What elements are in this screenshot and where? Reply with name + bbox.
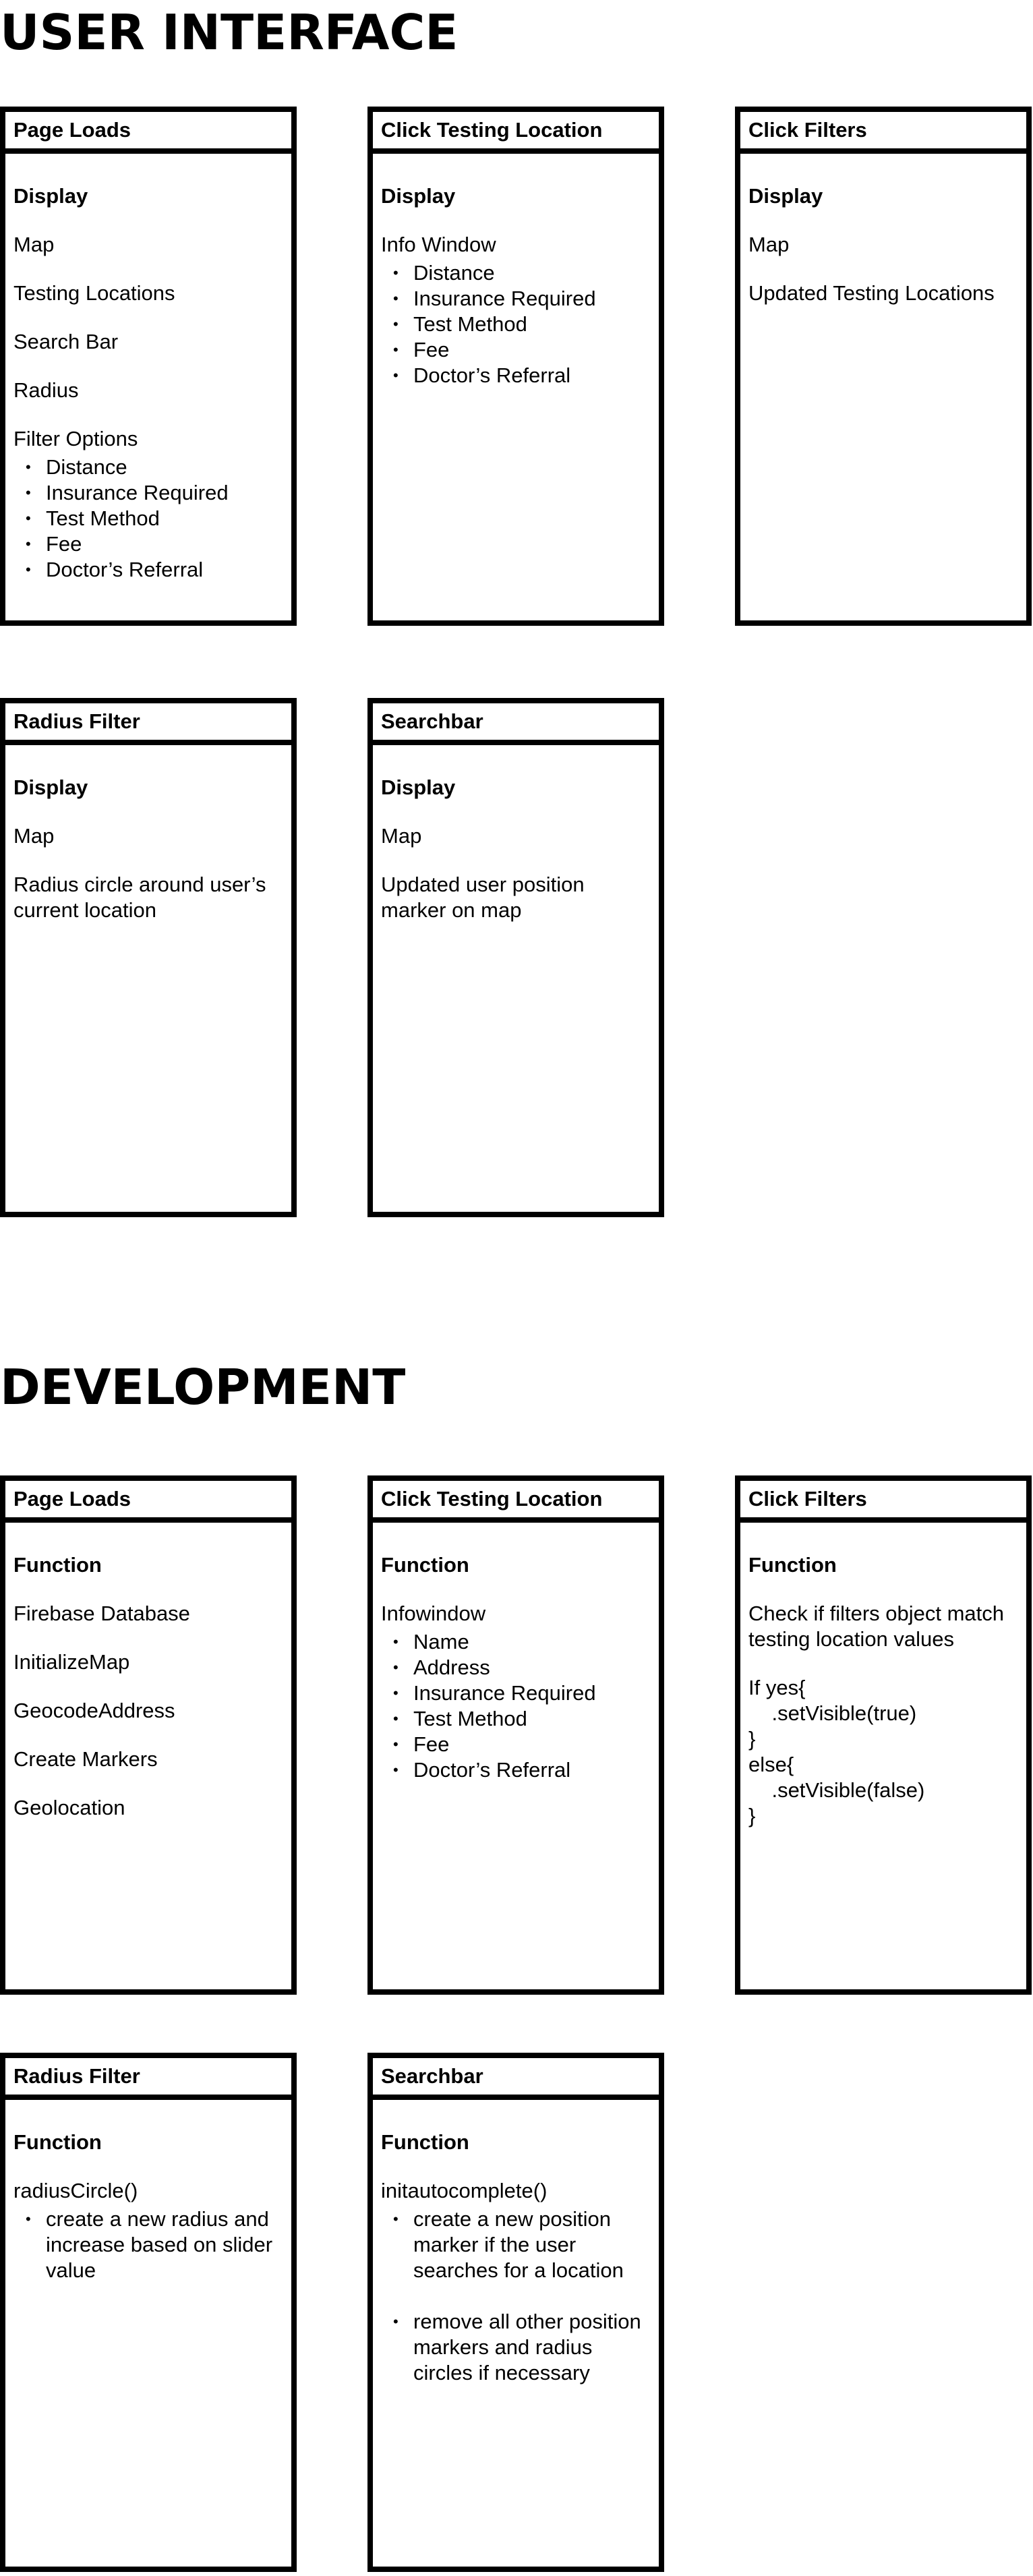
card-title: Click Testing Location <box>373 1481 659 1523</box>
card-heading: Display <box>748 184 823 208</box>
ui-card-click-filters <box>735 107 1032 626</box>
card-title: Page Loads <box>5 1481 291 1523</box>
card-title: Searchbar <box>373 2058 659 2100</box>
bullet-item: • Fee <box>13 531 283 557</box>
card-line: Radius <box>13 378 79 402</box>
card-line: radiusCircle() <box>13 2179 138 2202</box>
bullet-list <box>381 1629 651 1783</box>
bullet-item: • Distance <box>381 260 651 286</box>
ui-card-radius-filter <box>0 698 297 1217</box>
card-line: Firebase Database <box>13 1602 190 1625</box>
bullet-item: • Doctor’s Referral <box>13 557 283 583</box>
card-heading: Function <box>381 1553 469 1577</box>
card-title: Radius Filter <box>5 2058 291 2100</box>
bullet-item: • Doctor’s Referral <box>381 363 651 388</box>
ui-card-click-testing-location <box>367 107 664 626</box>
card-line: GeocodeAddress <box>13 1699 175 1722</box>
card-title: Click Filters <box>740 112 1026 154</box>
dev-card-searchbar <box>367 2053 664 2572</box>
bullet-item: • create a new radius and increase based on slider value <box>13 2206 283 2283</box>
card-line: Infowindow <box>381 1602 486 1625</box>
card-heading: Function <box>748 1553 837 1577</box>
bullet-item: • remove all other position markers and radius circles if necessary <box>381 2309 651 2386</box>
bullet-list <box>13 455 283 583</box>
dev-card-click-testing-location <box>367 1475 664 1995</box>
dev-card-click-filters <box>735 1475 1032 1995</box>
card-line: Map <box>13 233 55 256</box>
card-line: Check if filters object match testing location values <box>748 1602 1005 1651</box>
card-line: Search Bar <box>13 330 119 353</box>
ui-card-page-loads <box>0 107 297 626</box>
bullet-item: • Test Method <box>13 506 283 531</box>
card-title: Click Filters <box>740 1481 1026 1523</box>
card-line: initautocomplete() <box>381 2179 548 2202</box>
dev-card-radius-filter <box>0 2053 297 2572</box>
card-line: Radius circle around user’s current location <box>13 873 266 922</box>
card-line: Filter Options <box>13 427 138 450</box>
card-heading: Display <box>381 775 456 799</box>
card-heading: Function <box>381 2130 469 2154</box>
code-snippet: If yes{ .setVisible(true) } else{ .setVisible(false) } <box>748 1676 925 1827</box>
bullet-item: • Test Method <box>381 312 651 337</box>
bullet-item: • Insurance Required <box>381 1680 651 1706</box>
card-line: Updated user position marker on map <box>381 873 585 922</box>
card-line: Info Window <box>381 233 496 256</box>
card-line: Map <box>13 824 55 848</box>
bullet-item: • Doctor’s Referral <box>381 1757 651 1783</box>
dev-card-page-loads <box>0 1475 297 1995</box>
card-heading: Display <box>13 184 88 208</box>
card-heading: Function <box>13 1553 102 1577</box>
bullet-item: • Insurance Required <box>381 286 651 312</box>
card-title: Radius Filter <box>5 703 291 745</box>
bullet-item: • create a new position marker if the user searches for a location <box>381 2206 651 2283</box>
card-line: Create Markers <box>13 1747 158 1771</box>
bullet-item: • Address <box>381 1655 651 1680</box>
bullet-item: • Name <box>381 1629 651 1655</box>
card-title: Click Testing Location <box>373 112 659 154</box>
bullet-item: • Insurance Required <box>13 480 283 506</box>
card-heading: Function <box>13 2130 102 2154</box>
bullet-item: • Test Method <box>381 1706 651 1732</box>
card-line: Geolocation <box>13 1796 125 1819</box>
card-heading: Display <box>381 184 456 208</box>
ui-section-title: USER INTERFACE <box>0 4 459 61</box>
card-line: Testing Locations <box>13 281 175 305</box>
card-line: InitializeMap <box>13 1650 130 1674</box>
bullet-item: • Fee <box>381 1732 651 1757</box>
bullet-list <box>13 2206 283 2283</box>
ui-card-searchbar <box>367 698 664 1217</box>
card-line: Map <box>748 233 790 256</box>
card-title: Searchbar <box>373 703 659 745</box>
card-line: Updated Testing Locations <box>748 281 995 305</box>
card-line: Map <box>381 824 422 848</box>
card-title: Page Loads <box>5 112 291 154</box>
bullet-list <box>381 2206 651 2386</box>
dev-section-title: DEVELOPMENT <box>0 1359 406 1415</box>
bullet-item: • Fee <box>381 337 651 363</box>
card-heading: Display <box>13 775 88 799</box>
bullet-list <box>381 260 651 388</box>
bullet-item: • Distance <box>13 455 283 480</box>
